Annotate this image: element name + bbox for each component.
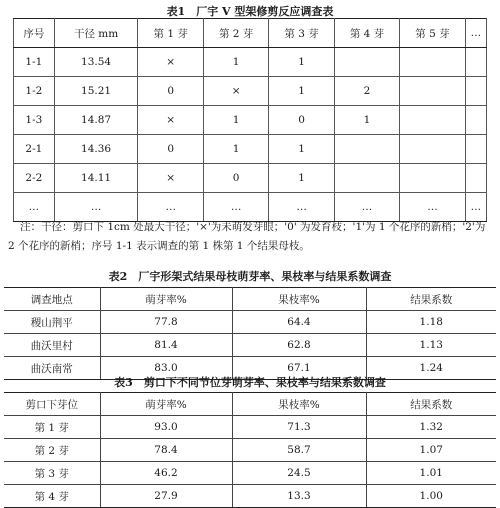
table-cell: 1.18 (366, 311, 496, 334)
column-header: 果枝率% (232, 393, 366, 416)
column-header: 第 5 芽 (400, 19, 465, 48)
table-cell: 77.8 (100, 311, 232, 334)
table-cell: 2-1 (14, 135, 55, 164)
table-cell: 1-1 (14, 48, 55, 77)
table-row (4, 485, 496, 508)
table-cell: 1 (269, 164, 334, 193)
table-cell: 13.54 (54, 48, 138, 77)
table1-title: 表1 厂宇 V 型架修剪反应调查表 (166, 5, 334, 18)
table-cell: 1 (334, 106, 399, 135)
column-header: … (465, 19, 486, 48)
table1-header-row (14, 19, 487, 48)
table-cell: 15.21 (54, 77, 138, 106)
table-row (14, 106, 487, 135)
table-cell (465, 48, 486, 77)
table3 (4, 392, 496, 508)
table-row (14, 48, 487, 77)
table3-title: 表3 剪口下不同节位芽萌芽率、果枝率与结果系数调查 (114, 376, 386, 389)
table1 (13, 18, 487, 222)
table-cell: 2-2 (14, 164, 55, 193)
table-cell (400, 135, 465, 164)
column-header: 第 2 芽 (203, 19, 268, 48)
table-cell: 14.87 (54, 106, 138, 135)
column-header: 果枝率% (232, 288, 366, 311)
table-cell: 62.8 (232, 334, 366, 357)
table-cell: 58.7 (232, 439, 366, 462)
table-cell (400, 48, 465, 77)
table-cell: … (400, 193, 465, 222)
table-cell (465, 135, 486, 164)
table-row (14, 135, 487, 164)
table-row (14, 164, 487, 193)
table-cell: 1.07 (366, 439, 496, 462)
table-cell (465, 164, 486, 193)
table-cell: × (138, 106, 203, 135)
table-cell: 1 (269, 48, 334, 77)
table-cell: 曲沃南常 (4, 357, 100, 380)
table-cell: … (203, 193, 268, 222)
table-cell (400, 164, 465, 193)
table-cell: 24.5 (232, 462, 366, 485)
column-header: 结果系数 (366, 288, 496, 311)
table-cell: 稷山荆平 (4, 311, 100, 334)
column-header: 结果系数 (366, 393, 496, 416)
table-cell: 78.4 (100, 439, 232, 462)
column-header: 第 3 芽 (269, 19, 334, 48)
column-header: 调查地点 (4, 288, 100, 311)
column-header: 萌芽率% (100, 393, 232, 416)
table-row (14, 77, 487, 106)
table2 (4, 287, 496, 380)
column-header: 剪口下芽位 (4, 393, 100, 416)
table-cell: 第 1 芽 (4, 416, 100, 439)
table-cell: × (138, 164, 203, 193)
column-header: 序号 (14, 19, 55, 48)
table-cell (465, 77, 486, 106)
table-row (4, 334, 496, 357)
table-cell: 1-2 (14, 77, 55, 106)
table-cell: 1 (269, 135, 334, 164)
table-cell: 曲沃里村 (4, 334, 100, 357)
table-cell (334, 48, 399, 77)
table-cell (400, 106, 465, 135)
table-cell: 46.2 (100, 462, 232, 485)
table-row (4, 416, 496, 439)
table-cell: 0 (269, 106, 334, 135)
table-cell (334, 164, 399, 193)
table-cell: 第 3 芽 (4, 462, 100, 485)
table-cell: 27.9 (100, 485, 232, 508)
table3-header-row (4, 393, 496, 416)
column-header: 第 1 芽 (138, 19, 203, 48)
table-cell: 1.01 (366, 462, 496, 485)
column-header: 第 4 芽 (334, 19, 399, 48)
column-header: 萌芽率% (100, 288, 232, 311)
table-cell: 81.4 (100, 334, 232, 357)
table-cell: × (138, 48, 203, 77)
table-cell (465, 106, 486, 135)
table-cell: 14.36 (54, 135, 138, 164)
table-cell: × (203, 77, 268, 106)
table-cell: … (334, 193, 399, 222)
table-cell: 1-3 (14, 106, 55, 135)
table-cell: 1 (203, 135, 268, 164)
table-cell: … (14, 193, 55, 222)
table1-note: 注：干径：剪口下 1cm 处最大干径；'×'为未萌发芽眼；'0' 为发育枝；'1'为 1 个花序的新梢；'2'为 2 个花序的新梢；序号 1-1 表示调查的第 1 株第 1 个结果母枝。 (8, 221, 486, 252)
table-cell: 1 (203, 48, 268, 77)
table2-title: 表2 厂宇形架式结果母枝萌芽率、果枝率与结果系数调查 (108, 270, 392, 283)
table-cell: 71.3 (232, 416, 366, 439)
table-cell: 64.4 (232, 311, 366, 334)
table-cell: … (465, 193, 486, 222)
table-cell: … (138, 193, 203, 222)
column-header: 干径 mm (54, 19, 138, 48)
table-cell (334, 135, 399, 164)
table2-header-row (4, 288, 496, 311)
table-cell: 83.0 (100, 357, 232, 380)
table-cell: 0 (138, 77, 203, 106)
table-row (4, 462, 496, 485)
table-cell: 1.13 (366, 334, 496, 357)
table-cell: 1 (203, 106, 268, 135)
table-cell: 14.11 (54, 164, 138, 193)
table-row (4, 311, 496, 334)
table-row (4, 439, 496, 462)
table-cell: 1.00 (366, 485, 496, 508)
table-cell: 第 4 芽 (4, 485, 100, 508)
table-cell: 第 2 芽 (4, 439, 100, 462)
table-cell: 1.24 (366, 357, 496, 380)
table-cell: … (54, 193, 138, 222)
table-cell: … (269, 193, 334, 222)
table-cell: 1 (269, 77, 334, 106)
table-cell: 0 (138, 135, 203, 164)
table-cell: 67.1 (232, 357, 366, 380)
table-cell: 1.32 (366, 416, 496, 439)
table-cell: 2 (334, 77, 399, 106)
table-cell (400, 77, 465, 106)
table-cell: 0 (203, 164, 268, 193)
table-cell: 93.0 (100, 416, 232, 439)
table-cell: 13.3 (232, 485, 366, 508)
